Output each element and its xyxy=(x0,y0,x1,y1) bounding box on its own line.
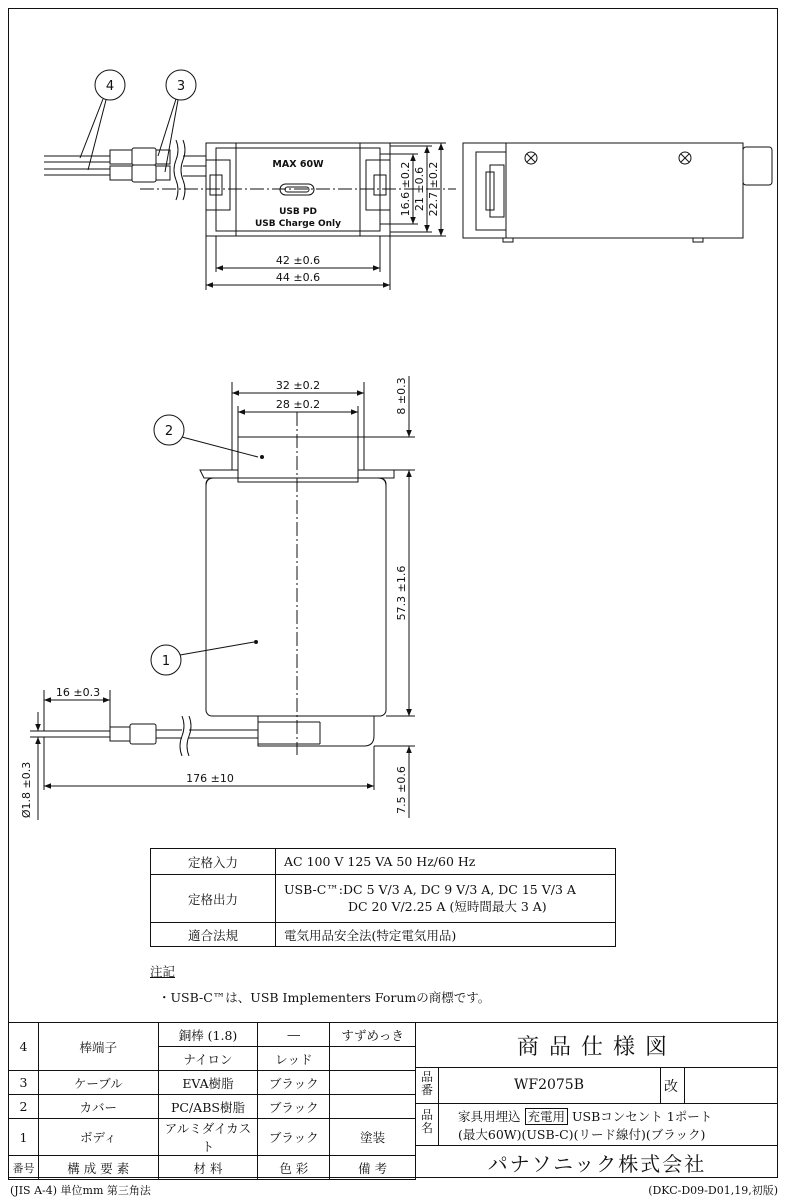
max-60w-label: MAX 60W xyxy=(272,159,324,170)
parts-row xyxy=(9,1023,416,1047)
spec-row xyxy=(151,923,616,947)
spec-row xyxy=(151,875,616,923)
part-remark xyxy=(330,1095,416,1119)
hinmei-line2: (最大60W)(USB-C)(リード線付)(ブラック) xyxy=(458,1127,706,1142)
spec-row xyxy=(151,849,616,875)
header-material: 材 料 xyxy=(158,1156,258,1180)
part-color: ブラック xyxy=(258,1071,330,1095)
dim-22-7: 22.7 ±0.2 xyxy=(427,161,440,217)
hinban-row xyxy=(416,1067,778,1104)
part-remark xyxy=(330,1071,416,1095)
side-view xyxy=(463,143,772,242)
hinmei-boxed: 充電用 xyxy=(525,1108,569,1125)
spec-value: USB-C™:DC 5 V/3 A, DC 9 V/3 A, DC 15 V/3 A xyxy=(284,882,576,897)
dim-28: 28 ±0.2 xyxy=(275,398,321,411)
hinmei-part-a: 家具用埋込 xyxy=(458,1109,521,1124)
part-remark xyxy=(330,1047,416,1071)
hinban-value: WF2075B xyxy=(513,1077,585,1093)
front-view xyxy=(30,376,415,820)
parts-table xyxy=(8,1022,416,1180)
balloon-2-label: 2 xyxy=(164,424,174,439)
balloon-1-label: 1 xyxy=(161,654,171,669)
part-color: ブラック xyxy=(258,1119,330,1156)
part-remark: 塗装 xyxy=(330,1119,416,1156)
part-material: EVA樹脂 xyxy=(158,1071,258,1095)
notes-heading: 注記 xyxy=(150,964,176,979)
title-block xyxy=(416,1022,778,1178)
revision-label: 改 xyxy=(664,1079,678,1095)
balloon-4-label: 4 xyxy=(105,79,115,94)
notes-line: ・USB-C™は、USB Implementers Forumの商標です。 xyxy=(158,990,491,1005)
part-no: 3 xyxy=(9,1071,39,1095)
header-remark: 備 考 xyxy=(330,1156,416,1180)
hinmei-line1 xyxy=(458,1107,712,1125)
dim-8: 8 ±0.3 xyxy=(395,377,408,415)
dim-21: 21 ±0.6 xyxy=(413,166,426,212)
part-no: 2 xyxy=(9,1095,39,1119)
header-name: 構 成 要 素 xyxy=(38,1156,158,1180)
hinban-label: 品番 xyxy=(420,1070,433,1097)
parts-row xyxy=(9,1071,416,1095)
spec-value-cell xyxy=(276,875,616,923)
company-name: パナソニック株式会社 xyxy=(487,1151,707,1176)
dim-16: 16 ±0.3 xyxy=(55,686,101,699)
part-name: 棒端子 xyxy=(38,1023,158,1071)
part-name: カバー xyxy=(38,1095,158,1119)
dim-42: 42 ±0.6 xyxy=(275,254,321,267)
dim-176: 176 ±10 xyxy=(186,772,234,785)
top-view xyxy=(44,70,456,290)
dim-16-6: 16.6 ±0.2 xyxy=(399,161,412,217)
hinmei-part-b: USBコンセント 1ポート xyxy=(572,1109,713,1124)
spec-value: AC 100 V 125 VA 50 Hz/60 Hz xyxy=(276,849,616,875)
part-remark: すずめっき xyxy=(330,1023,416,1047)
drawing-title: 商品仕様図 xyxy=(416,1023,778,1068)
hinmei-label: 品名 xyxy=(420,1108,433,1135)
dim-44: 44 ±0.6 xyxy=(275,271,321,284)
footer-left: (JIS A-4) 単位mm 第三角法 xyxy=(10,1184,151,1197)
notes xyxy=(150,962,490,1006)
header-no: 番号 xyxy=(9,1156,39,1180)
spec-key: 定格入力 xyxy=(151,849,276,875)
header-color: 色 彩 xyxy=(258,1156,330,1180)
part-color: レッド xyxy=(258,1047,330,1071)
spec-key: 定格出力 xyxy=(151,875,276,923)
balloon-3-label: 3 xyxy=(176,79,186,94)
part-no: 4 xyxy=(9,1023,39,1071)
usb-pd-label: USB PD xyxy=(279,207,317,217)
part-material: アルミダイカスト xyxy=(158,1119,258,1156)
spec-table xyxy=(150,848,616,947)
part-material: ナイロン xyxy=(158,1047,258,1071)
spec-value-line2: DC 20 V/2.25 A (短時間最大 3 A) xyxy=(348,899,547,914)
part-material: PC/ABS樹脂 xyxy=(158,1095,258,1119)
part-name: ケーブル xyxy=(38,1071,158,1095)
dim-7-5: 7.5 ±0.6 xyxy=(395,766,408,814)
dim-phi-1-8: Ø1.8 ±0.3 xyxy=(20,761,33,819)
dim-57-3: 57.3 ±1.6 xyxy=(395,565,408,621)
spec-key: 適合法規 xyxy=(151,923,276,947)
parts-row xyxy=(9,1119,416,1156)
usb-charge-label: USB Charge Only xyxy=(255,219,341,229)
dim-32: 32 ±0.2 xyxy=(275,379,321,392)
part-color: ブラック xyxy=(258,1095,330,1119)
part-color: ― xyxy=(258,1023,330,1047)
parts-row xyxy=(9,1095,416,1119)
parts-header-row xyxy=(9,1156,416,1180)
footer-right: (DKC-D09-D01,19,初版) xyxy=(648,1184,778,1197)
part-no: 1 xyxy=(9,1119,39,1156)
hinmei-row xyxy=(416,1103,778,1146)
part-name: ボディ xyxy=(38,1119,158,1156)
spec-value: 電気用品安全法(特定電気用品) xyxy=(276,923,616,947)
part-material: 銅棒 (1.8) xyxy=(158,1023,258,1047)
